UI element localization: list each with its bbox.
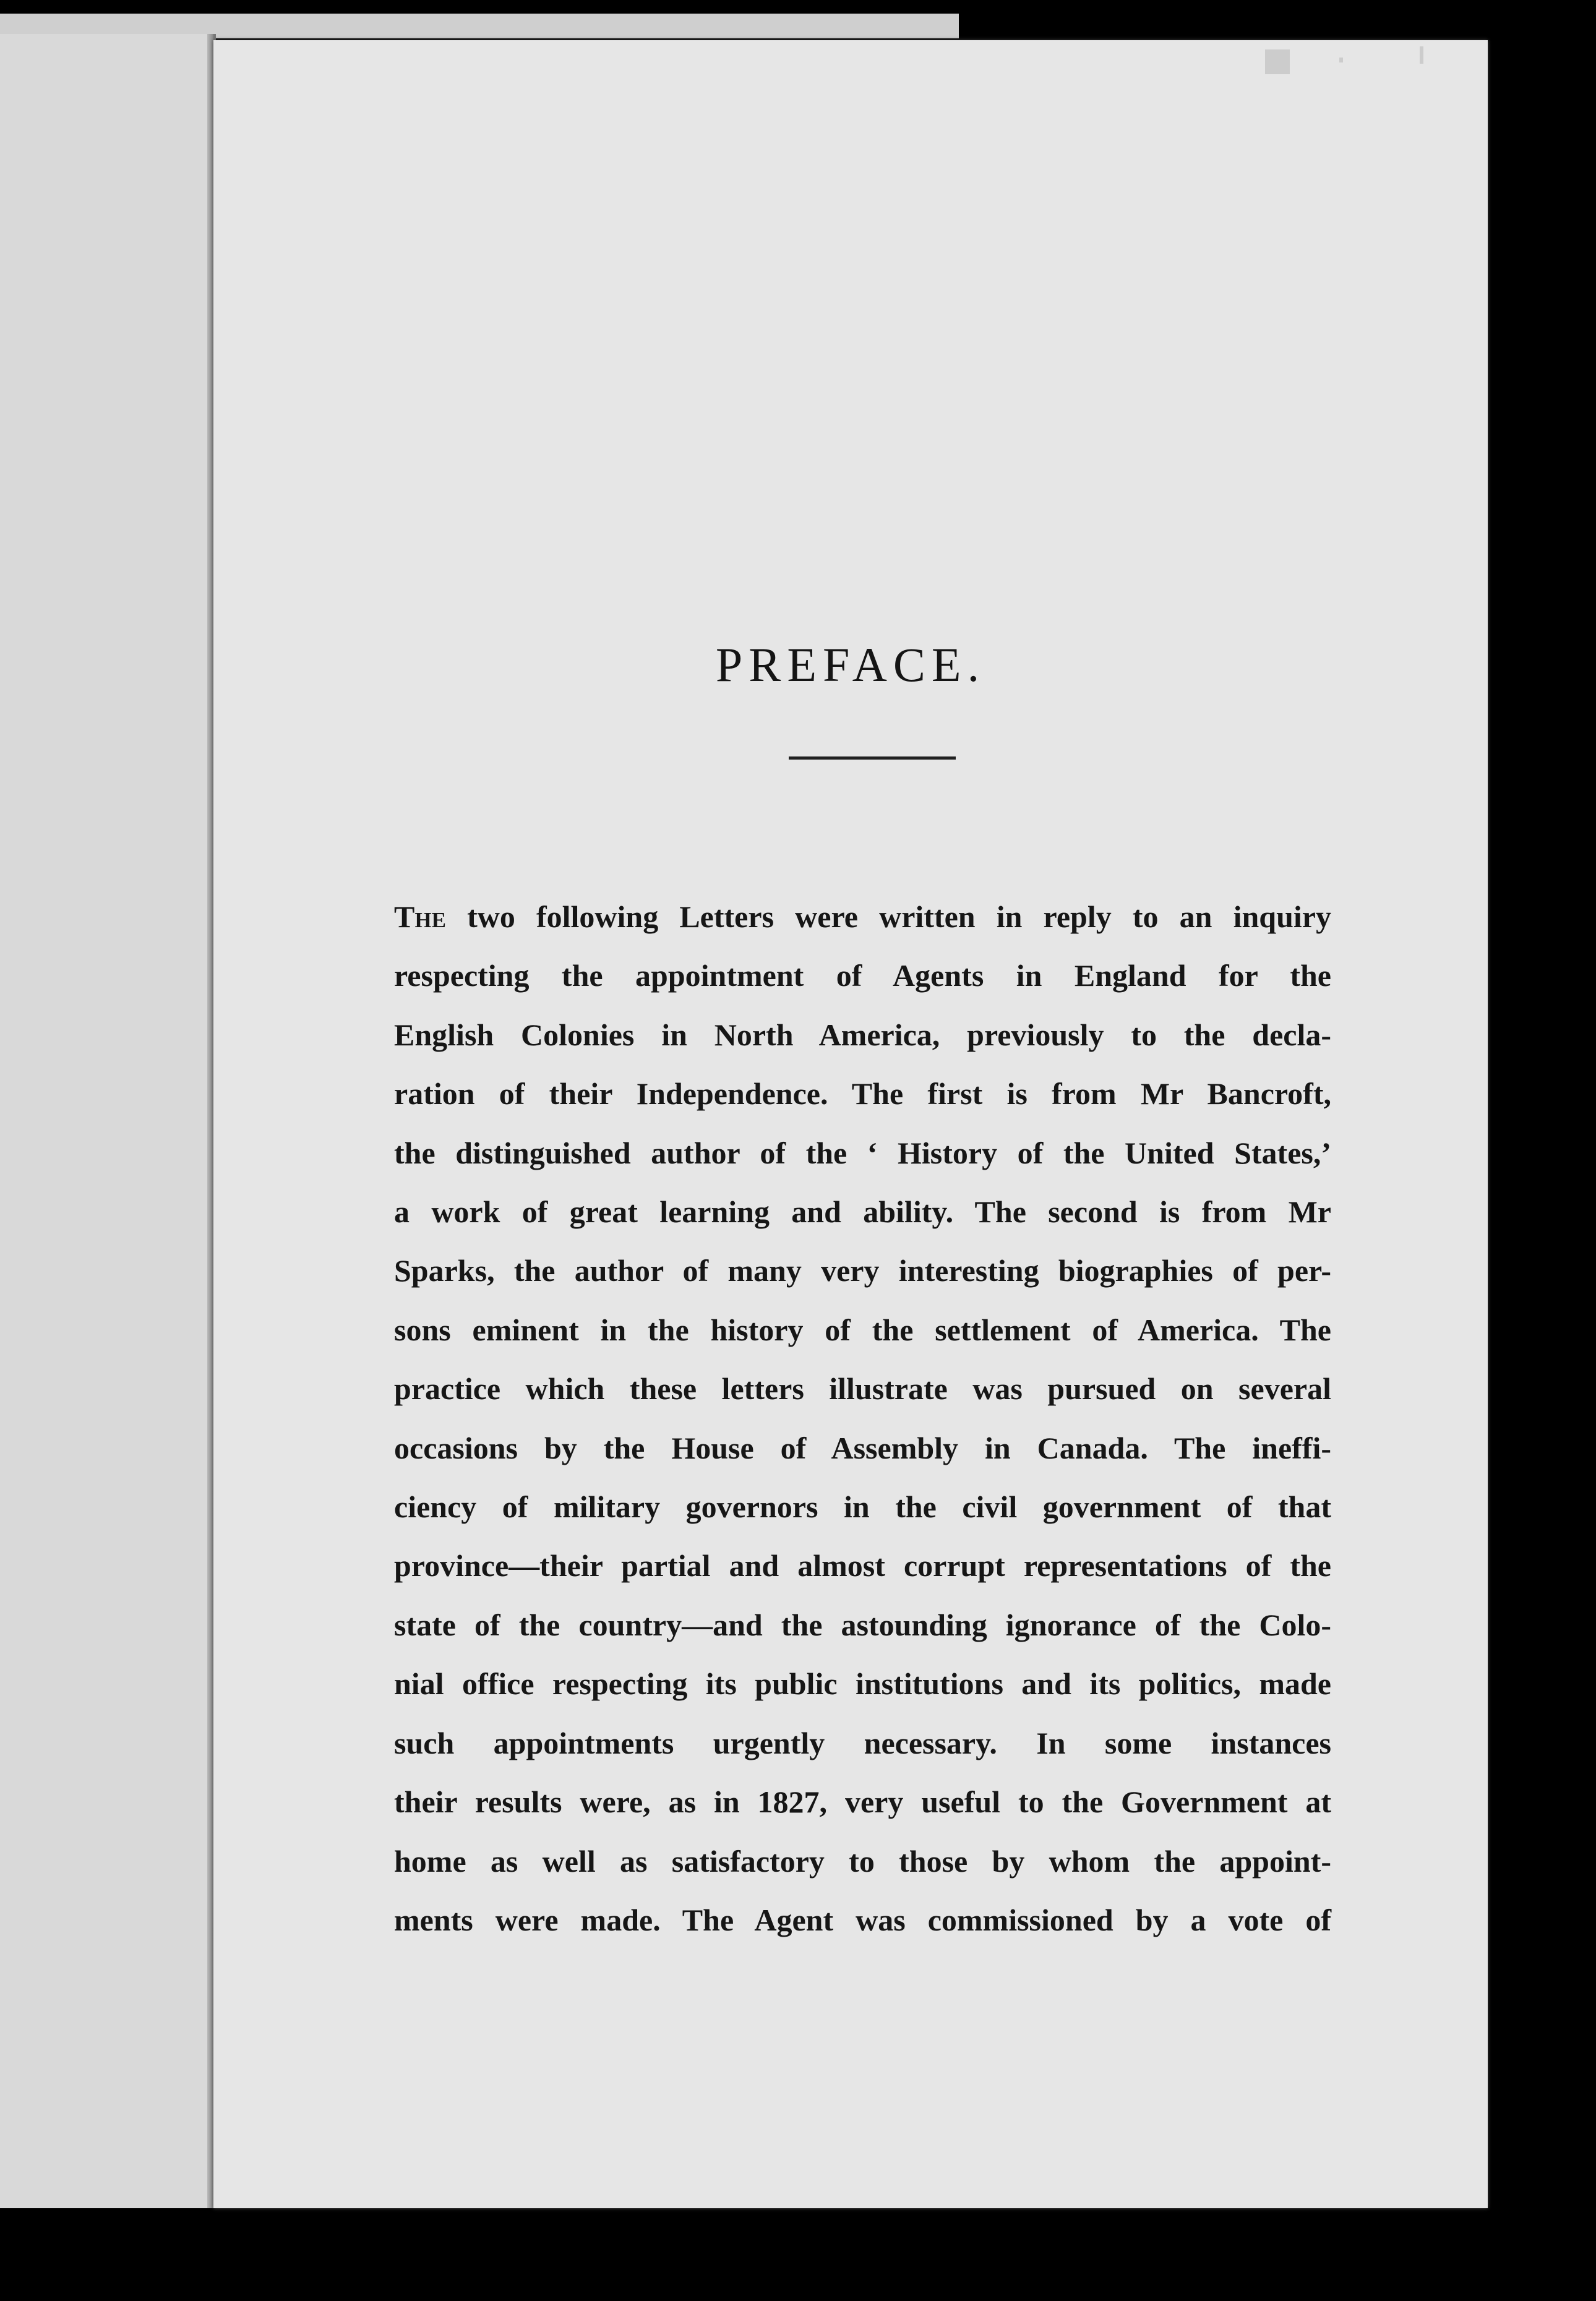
scan-specks (1265, 46, 1451, 84)
text-line: English Colonies in North America, previously to the decla- (394, 1017, 1331, 1052)
left-facing-page (0, 34, 216, 2208)
text-line: Sparks, the author of many very interesting biographies of per- (394, 1253, 1331, 1288)
text-line: sons eminent in the history of the settlement of America. The (394, 1312, 1331, 1347)
text-line: the distinguished author of the ‘ History of the United States,’ (394, 1135, 1331, 1170)
preface-page (213, 40, 1488, 2208)
text-line: province—their partial and almost corrupt representations of the (394, 1548, 1331, 1583)
text-line: respecting the appointment of Agents in England for the (394, 958, 1331, 993)
text-line: a work of great learning and ability. The second is from Mr (394, 1194, 1331, 1230)
preface-body (394, 888, 1331, 1950)
line-text: two following Letters were written in reply to an inquiry (467, 899, 1331, 934)
text-line: nial office respecting its public institutions and its politics, made (394, 1666, 1331, 1702)
page-title: PREFACE. (715, 638, 986, 692)
lead-word: The (394, 899, 446, 934)
text-line: occasions by the House of Assembly in Canada. The ineffi- (394, 1430, 1331, 1465)
text-line: practice which these letters illustrate was pursued on several (394, 1371, 1331, 1407)
book-gutter (207, 34, 213, 2208)
text-line: their results were, as in 1827, very useful to the Government at (394, 1785, 1331, 1820)
text-line: ments were made. The Agent was commissioned by a vote of (394, 1902, 1331, 1937)
text-line: such appointments urgently necessary. In some instances (394, 1725, 1331, 1760)
title-rule (789, 756, 956, 760)
text-line: ration of their Independence. The first is from Mr Bancroft, (394, 1076, 1331, 1112)
text-line: home as well as satisfactory to those by whom the appoint- (394, 1843, 1331, 1879)
text-line: state of the country—and the astounding ignorance of the Colo- (394, 1607, 1331, 1642)
text-line: ciency of military governors in the civil government of that (394, 1489, 1331, 1525)
text-line (394, 888, 1331, 946)
